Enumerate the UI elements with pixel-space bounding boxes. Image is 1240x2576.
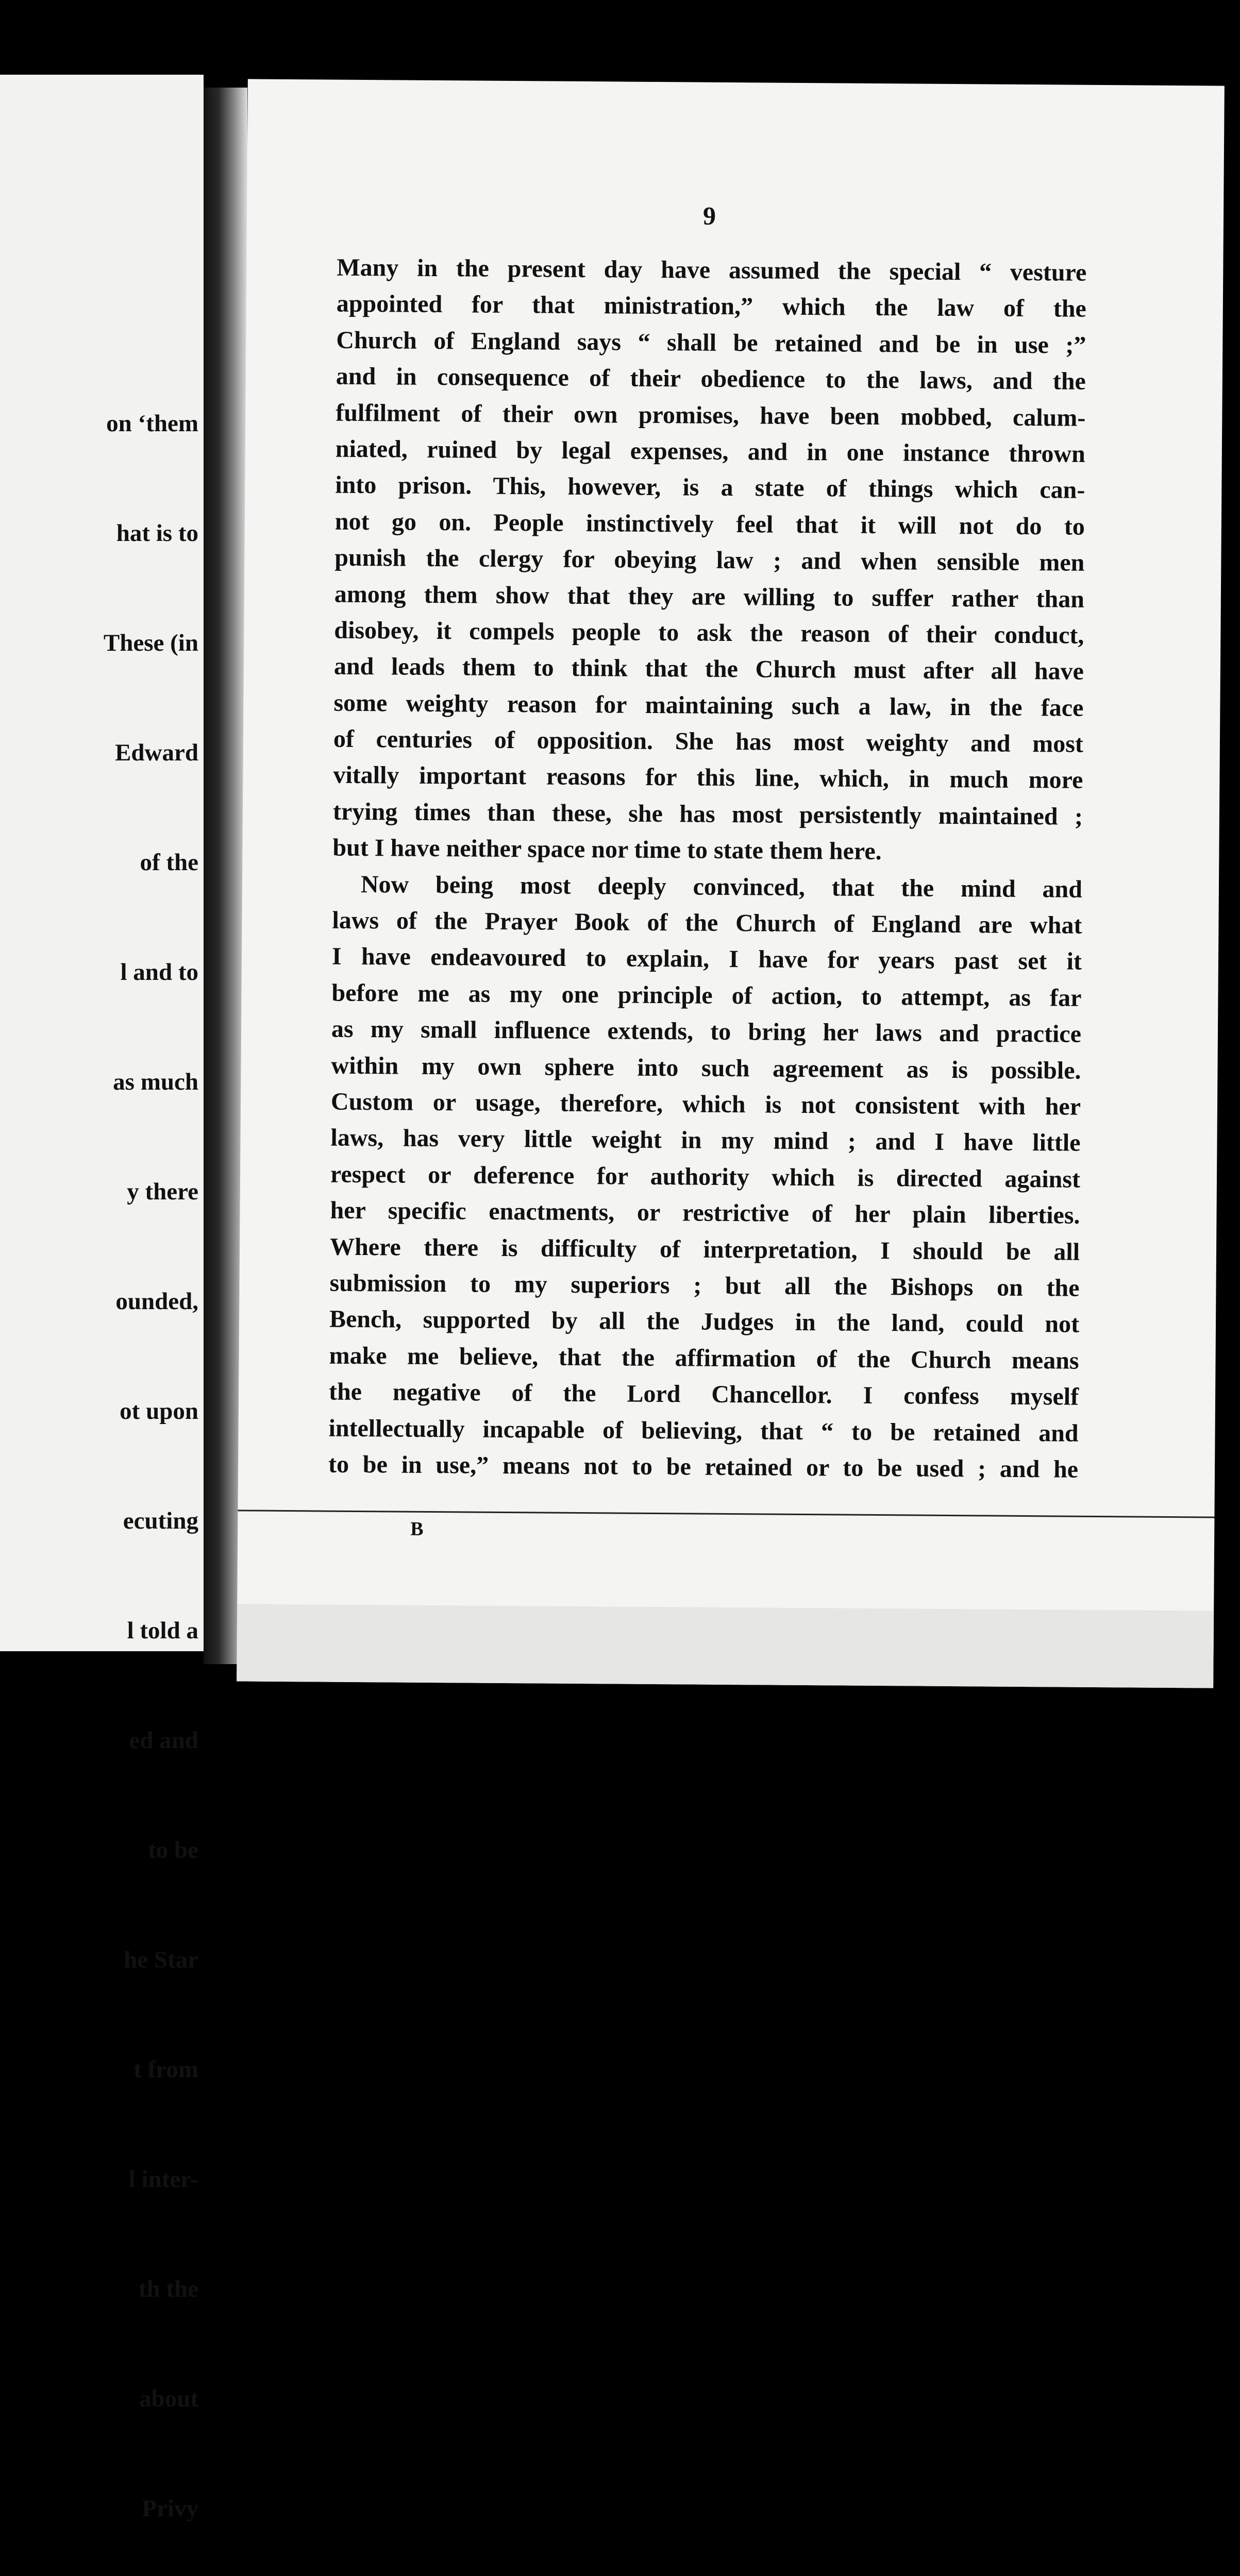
text-line: make me believe, that the affirmation of the Church means — [329, 1342, 1079, 1375]
left-line: about — [139, 2385, 198, 2412]
text-line: vitally important reasons for this line, which, in much more — [333, 761, 1083, 794]
text-line: Bench, supported by all the Judges in the land, could not — [329, 1305, 1080, 1338]
text-line: not go on. People instinctively feel that it will not do to — [334, 507, 1085, 540]
text-line: appointed for that ministration,” which the law of the — [336, 290, 1086, 323]
text-line: trying times than these, she has most persistently maintained ; — [332, 798, 1083, 831]
text-line: fulfilment of their own promises, have been mobbed, calum- — [336, 399, 1086, 432]
left-line: ounded, — [115, 1288, 198, 1315]
left-line: as much — [113, 1069, 198, 1095]
page-number: 9 — [702, 201, 716, 230]
text-line: of centuries of opposition. She has most weighty and most — [333, 725, 1084, 758]
text-line: Many in the present day have assumed the special “ vesture — [337, 253, 1087, 286]
text-line: disobey, it compels people to ask the reason of their conduct, — [334, 616, 1084, 649]
left-line: to be — [148, 1837, 198, 1863]
text-line: as my small influence extends, to bring her laws and practice — [331, 1015, 1082, 1048]
left-line: th the — [138, 2276, 198, 2302]
text-line: the negative of the Lord Chancellor. I confess myself — [328, 1378, 1079, 1411]
text-line: among them show that they are willing to suffer rather than — [334, 580, 1085, 613]
left-line: Privy — [142, 2495, 198, 2522]
left-line: l told a — [127, 1617, 198, 1644]
left-line: on ‘them — [106, 410, 198, 437]
left-line: l inter- — [128, 2166, 198, 2193]
text-line: within my own sphere into such agreement as is possible. — [331, 1052, 1081, 1084]
text-line: into prison. This, however, is a state of things which can- — [335, 471, 1085, 504]
text-line: I have endeavoured to explain, I have for years past set it — [331, 943, 1082, 976]
left-line: of the — [140, 849, 198, 876]
left-line: These (in — [103, 630, 198, 656]
text-line: her specific enactments, or restrictive of her plain liberties. — [330, 1196, 1080, 1229]
body-text — [328, 250, 1087, 1488]
left-line: y there — [127, 1178, 198, 1205]
page-bottom-margin — [237, 1604, 1214, 1688]
left-line: ed and — [129, 1727, 198, 1754]
text-line: Church of England says “ shall be retained and be in use ;” — [336, 326, 1086, 359]
text-line: some weighty reason for maintaining such a law, in the face — [333, 689, 1084, 722]
left-page — [0, 75, 204, 2522]
left-line: ecuting — [123, 1507, 198, 1534]
left-line: t from — [133, 2056, 198, 2083]
text-line: niated, ruined by legal expenses, and in one instance thrown — [335, 435, 1086, 468]
text-line: laws, has very little weight in my mind ; and I have little — [330, 1124, 1081, 1157]
right-page — [237, 79, 1225, 1688]
left-page-text — [104, 332, 198, 2576]
text-line: laws of the Prayer Book of the Church of England are what — [332, 906, 1082, 939]
left-line: he Star — [124, 1946, 198, 1973]
text-line: intellectually incapable of believing, that “ to be retained and — [328, 1414, 1079, 1447]
text-line: respect or deference for authority which is directed against — [330, 1160, 1081, 1193]
signature-mark: B — [410, 1518, 424, 1540]
left-line: hat is to — [116, 520, 198, 547]
bottom-rule — [238, 1510, 1214, 1518]
text-line: submission to my superiors ; but all the Bishops on the — [329, 1269, 1080, 1302]
text-line: punish the clergy for obeying law ; and when sensible men — [334, 544, 1085, 577]
left-line: l and to — [120, 959, 198, 986]
text-line: and leads them to think that the Church must after all have — [333, 652, 1084, 686]
text-line: but I have neither space nor time to state them here. — [332, 834, 882, 866]
left-line: ot upon — [120, 1398, 198, 1425]
text-line: Custom or usage, therefore, which is not consistent with her — [330, 1088, 1081, 1121]
text-line: Where there is difficulty of interpretation, I should be all — [329, 1233, 1080, 1266]
text-line: to be in use,” means not to be retained or to be used ; and he — [328, 1450, 1079, 1483]
text-line: before me as my one principle of action, to attempt, as far — [331, 979, 1082, 1012]
text-line: Now being most deeply convinced, that the mind and — [360, 870, 1083, 903]
left-line: Edward — [115, 739, 198, 766]
text-line: and in consequence of their obedience to the laws, and the — [336, 362, 1086, 395]
